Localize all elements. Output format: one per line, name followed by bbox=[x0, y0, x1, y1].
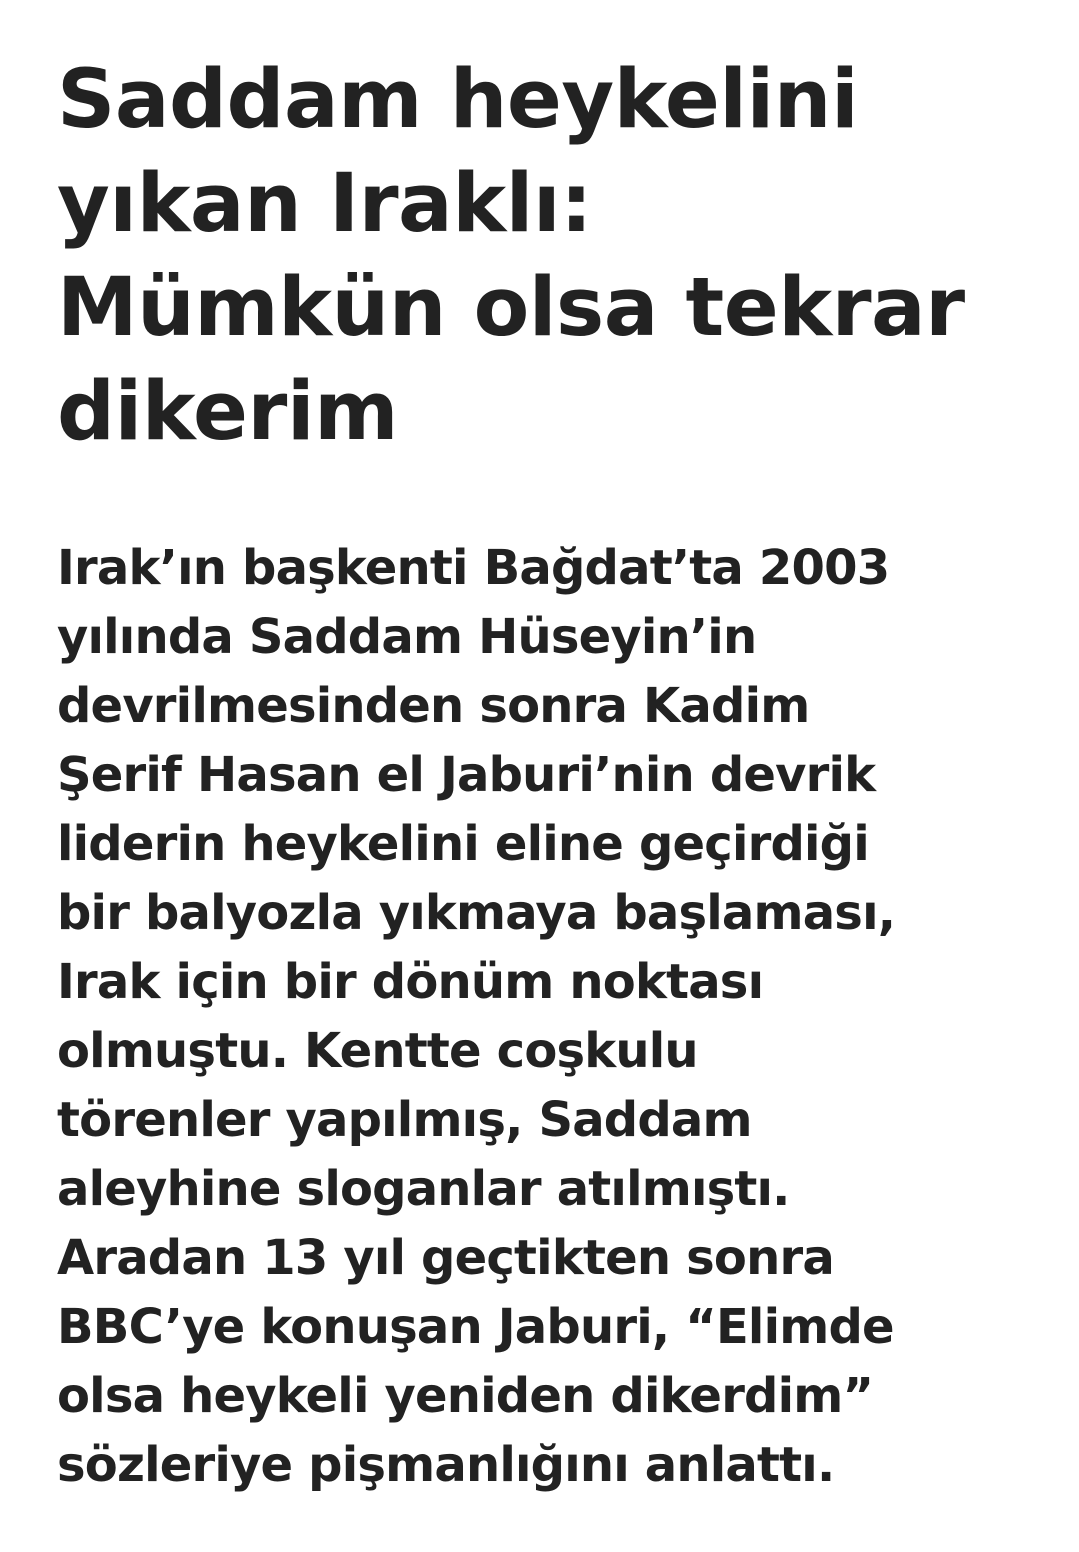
headline-line: Saddam heykelini bbox=[57, 53, 859, 147]
summary-line: Aradan 13 yıl geçtikten sonra bbox=[57, 1230, 834, 1286]
summary-line: Şerif Hasan el Jaburi’nin devrik bbox=[57, 747, 876, 803]
summary-line: bir balyozla yıkmaya başlaması, bbox=[57, 885, 896, 941]
headline-line: yıkan Iraklı: bbox=[57, 157, 592, 251]
summary-line: olsa heykeli yeniden dikerdim” bbox=[57, 1368, 874, 1424]
summary-line: devrilmesinden sonra Kadim bbox=[57, 678, 810, 734]
summary-line: törenler yapılmış, Saddam bbox=[57, 1092, 752, 1148]
article-summary bbox=[57, 534, 1047, 1500]
headline-line: Mümkün olsa tekrar bbox=[57, 261, 965, 355]
summary-line: olmuştu. Kentte coşkulu bbox=[57, 1023, 698, 1079]
summary-line: Irak için bir dönüm noktası bbox=[57, 954, 764, 1010]
headline-line: dikerim bbox=[57, 365, 398, 459]
summary-line: sözleriye pişmanlığını anlattı. bbox=[57, 1437, 835, 1493]
summary-line: BBC’ye konuşan Jaburi, “Elimde bbox=[57, 1299, 894, 1355]
article bbox=[57, 48, 1047, 1500]
summary-line: aleyhine sloganlar atılmıştı. bbox=[57, 1161, 790, 1217]
summary-line: yılında Saddam Hüseyin’in bbox=[57, 609, 757, 665]
article-headline bbox=[57, 48, 1047, 464]
summary-line: Irak’ın başkenti Bağdat’ta 2003 bbox=[57, 540, 890, 596]
summary-line: liderin heykelini eline geçirdiği bbox=[57, 816, 869, 872]
